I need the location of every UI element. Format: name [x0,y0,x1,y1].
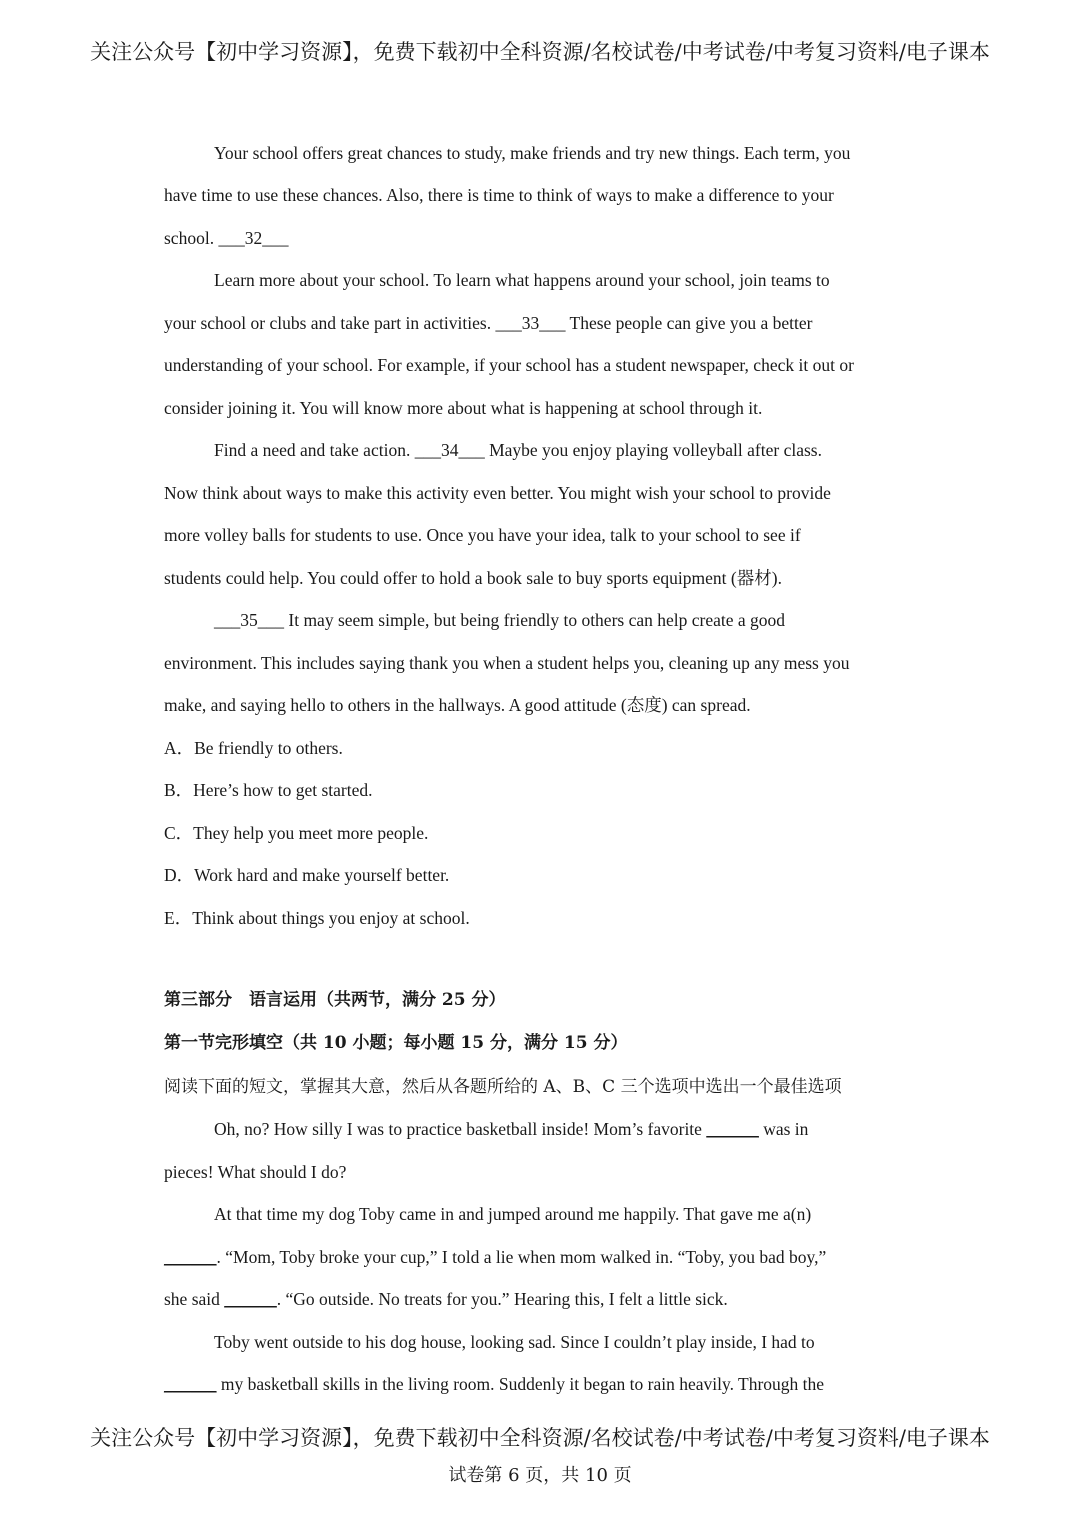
page-number: 试卷第 6 页，共 10 页 [448,1465,632,1486]
passage-line: Your school offers great chances to study, make friends and try new things. Each term, you [214,143,851,163]
passage-line: school. ___32___ [164,228,289,248]
cloze-line [164,1244,826,1270]
cloze-text: Oh, no? How silly I was to practice basketball inside! Mom’s favorite [214,1119,707,1139]
passage-line: understanding of your school. For example, if your school has a student newspaper, check it out or [164,355,854,375]
cloze-text: was in [758,1119,809,1139]
passage-line: have time to use these chances. Also, there is time to think of ways to make a difference to your [164,185,834,205]
passage-line: Now think about ways to make this activity even better. You might wish your school to provide [164,483,831,503]
section-title: 第三部分 语言运用（共两节，满分 25 分） [164,990,506,1010]
cloze-text: . “Mom, Toby broke your cup,” I told a lie when mom walked in. “Toby, you bad boy,” [216,1247,827,1267]
cloze-line: pieces! What should I do? [164,1162,347,1182]
cloze-blank: ______ [706,1119,759,1139]
passage-line: consider joining it. You will know more about what is happening at school through it. [164,398,763,418]
passage-line: Learn more about your school. To learn what happens around your school, join teams to [214,270,830,290]
cloze-blank: ______ [224,1289,277,1309]
cloze-line [164,1371,824,1397]
passage-line: Find a need and take action. ___34___ Maybe you enjoy playing volleyball after class. [214,440,822,460]
promo-banner-bottom: 关注公众号【初中学习资源】，免费下载初中全科资源/名校试卷/中考试卷/中考复习资料/电子课本 [90,1426,990,1450]
passage-line: students could help. You could offer to hold a book sale to buy sports equipment (器材). [164,568,782,588]
passage-line: make, and saying hello to others in the hallways. A good attitude (态度) can spread. [164,695,751,715]
cloze-line: At that time my dog Toby came in and jumped around me happily. That gave me a(n) [214,1204,812,1224]
section-subtitle: 第一节完形填空（共 10 小题；每小题 15 分，满分 15 分） [164,1033,628,1053]
option-d: D．Work hard and make yourself better. [164,865,450,885]
passage-line: more volley balls for students to use. Once you have your idea, talk to your school to see if [164,525,801,545]
cloze-line: Toby went outside to his dog house, looking sad. Since I couldn’t play inside, I had to [214,1332,815,1352]
section-instruction: 阅读下面的短文，掌握其大意，然后从各题所给的 A、B、C 三个选项中选出一个最佳选项 [164,1077,842,1097]
option-b: B．Here’s how to get started. [164,780,373,800]
cloze-text: she said [164,1289,225,1309]
promo-banner-top: 关注公众号【初中学习资源】，免费下载初中全科资源/名校试卷/中考试卷/中考复习资料/电子课本 [90,40,990,64]
cloze-line [164,1286,728,1312]
option-c: C．They help you meet more people. [164,823,429,843]
option-a: A．Be friendly to others. [164,738,343,758]
cloze-blank: ______ [164,1374,217,1394]
cloze-text: my basketball skills in the living room. Suddenly it began to rain heavily. Through the [216,1374,825,1394]
cloze-line [214,1116,808,1142]
option-e: E．Think about things you enjoy at school. [164,908,470,928]
passage-line: environment. This includes saying thank you when a student helps you, cleaning up any mess you [164,653,850,673]
cloze-text: . “Go outside. No treats for you.” Hearing this, I felt a little sick. [276,1289,728,1309]
cloze-blank: ______ [164,1247,217,1267]
passage-line: ___35___ It may seem simple, but being friendly to others can help create a good [214,610,786,630]
passage-line: your school or clubs and take part in activities. ___33___ These people can give you a better [164,313,813,333]
